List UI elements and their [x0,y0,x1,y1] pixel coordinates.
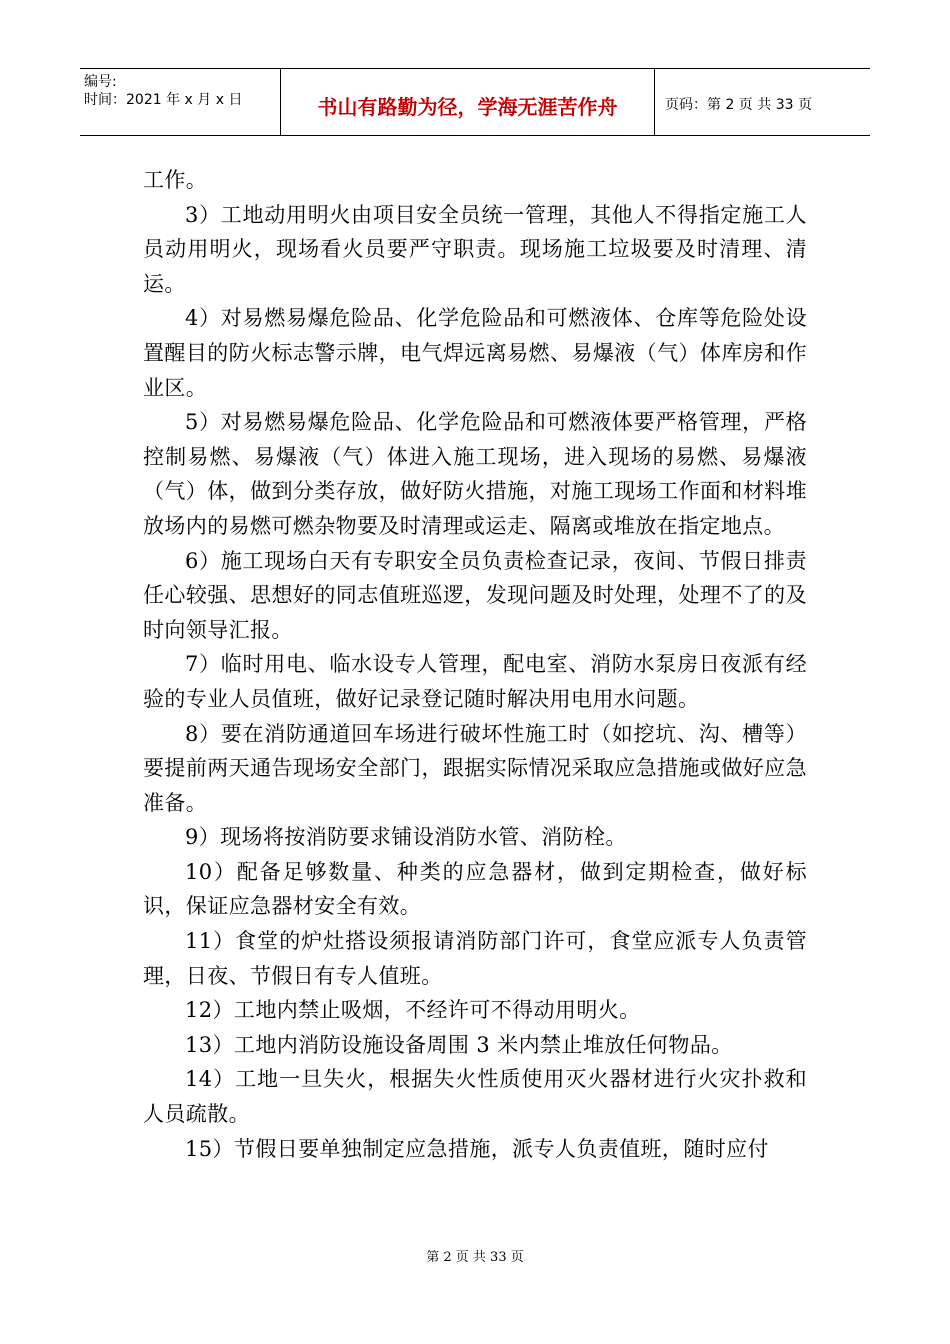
footer-page-number: 第 2 页 共 33 页 [426,1250,524,1265]
document-date: 时间：2021 年 x 月 x 日 [84,92,243,108]
paragraph-item-3: 3）工地动用明火由项目安全员统一管理，其他人不得指定施工人员动用明火，现场看火员要严守职责。现场施工垃圾要及时清理、清运。 [143,202,807,296]
paragraph-item-14: 14）工地一旦失火，根据失火性质使用灭火器材进行火灾扑救和人员疏散。 [143,1067,807,1127]
header-page-info: 页码：第 2 页 共 33 页 [665,97,812,113]
paragraph-item-4: 4）对易燃易爆危险品、化学危险品和可燃液体、仓库等危险处设置醒目的防火标志警示牌，电气焊远离易燃、易爆液（气）体库房和作业区。 [143,306,807,400]
paragraph-item-10: 10）配备足够数量、种类的应急器材，做到定期检查，做好标识，保证应急器材安全有效。 [143,859,807,919]
page-header [80,68,870,136]
paragraph-item-8: 8）要在消防通道回车场进行破坏性施工时（如挖坑、沟、槽等）要提前两天通告现场安全部门，跟据实际情况采取应急措施或做好应急准备。 [143,721,807,815]
paragraph-item-9: 9）现场将按消防要求铺设消防水管、消防栓。 [185,825,627,850]
document-body [143,163,807,1166]
paragraph-item-13: 13）工地内消防设施设备周围 3 米内禁止堆放任何物品。 [185,1032,733,1057]
paragraph-item-6: 6）施工现场白天有专职安全员负责检查记录，夜间、节假日排责任心较强、思想好的同志值班巡逻，发现问题及时处理，处理不了的及时向领导汇报。 [143,548,807,642]
paragraph-item-15: 15）节假日要单独制定应急措施，派专人负责值班，随时应付 [185,1136,769,1161]
paragraph-item-5: 5）对易燃易爆危险品、化学危险品和可燃液体要严格管理，严格控制易燃、易爆液（气）体进入施工现场，进入现场的易燃、易爆液（气）体，做到分类存放，做好防火措施，对施工现场工作面和材料堆放场内的易燃可燃杂物要及时清理或运走、隔离或堆放在指定地点。 [143,410,807,538]
page-footer [0,1246,950,1265]
header-motto: 书山有路勤为径，学海无涯苦作舟 [281,69,655,135]
paragraph-continuation: 工作。 [143,168,208,192]
document-number-label: 编号: [84,74,117,90]
paragraph-item-12: 12）工地内禁止吸烟，不经许可不得动用明火。 [185,998,641,1023]
paragraph-item-7: 7）临时用电、临水设专人管理，配电室、消防水泵房日夜派有经验的专业人员值班，做好记录登记随时解决用电用水问题。 [143,652,807,711]
header-meta [80,69,281,135]
paragraph-item-11: 11）食堂的炉灶搭设须报请消防部门许可，食堂应派专人负责管理，日夜、节假日有专人值班。 [143,929,807,988]
